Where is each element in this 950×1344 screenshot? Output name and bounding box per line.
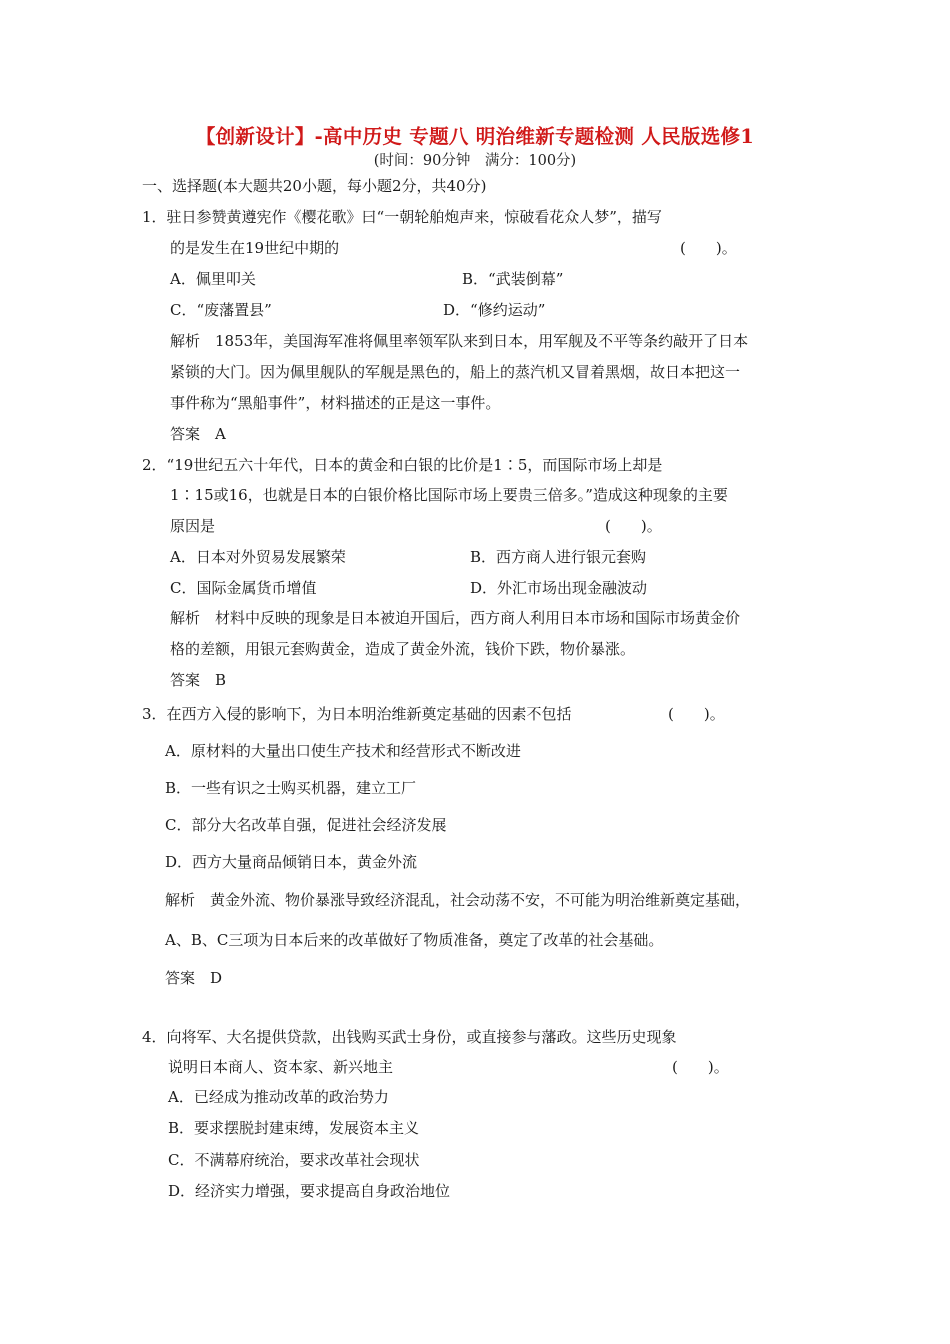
q1-explanation-line1: 解析 1853年，美国海军准将佩里率领军队来到日本，用军舰及不平等条约敲开了日本: [170, 332, 749, 350]
document-subtitle: (时间：90分钟 满分：100分): [373, 153, 577, 169]
q2-stem-line1: 2．“19世纪五六十年代，日本的黄金和白银的比价是1∶5，而国际市场上却是: [142, 456, 663, 474]
q1-option-b: B．“武装倒幕”: [462, 270, 564, 288]
q4-option-a: A．已经成为推动改革的政治势力: [168, 1088, 389, 1106]
q1-explanation-line3: 事件称为“黑船事件”，材料描述的正是这一事件。: [170, 394, 501, 412]
section-heading: 一、选择题(本大题共20小题，每小题2分，共40分): [142, 177, 487, 195]
q3-option-a: A．原材料的大量出口使生产技术和经营形式不断改进: [165, 742, 521, 760]
q4-option-b: B．要求摆脱封建束缚，发展资本主义: [168, 1119, 420, 1137]
q4-stem-line1: 4．向将军、大名提供贷款，出钱购买武士身份，或直接参与藩政。这些历史现象: [142, 1028, 677, 1046]
q3-answer: 答案 D: [165, 969, 223, 987]
q4-option-c: C．不满幕府统治，要求改革社会现状: [168, 1151, 420, 1169]
q1-option-a: A．佩里叩关: [170, 270, 256, 288]
q1-stem-line1: 1．驻日参赞黄遵宪作《樱花歌》曰“一朝轮舶炮声来，惊破看花众人梦”，描写: [142, 208, 662, 226]
q3-explanation-line1: 解析 黄金外流、物价暴涨导致经济混乱，社会动荡不安，不可能为明治维新奠定基础，: [165, 891, 751, 909]
q1-answer-blank: ( )。: [680, 239, 737, 257]
q3-explanation-line2: A、B、C三项为日本后来的改革做好了物质准备，奠定了改革的社会基础。: [165, 931, 664, 949]
q1-option-c: C．“废藩置县”: [170, 301, 272, 319]
q2-answer: 答案 B: [170, 671, 227, 689]
q2-option-a: A．日本对外贸易发展繁荣: [170, 548, 346, 566]
q3-stem-line1: 3．在西方入侵的影响下，为日本明治维新奠定基础的因素不包括: [142, 705, 572, 723]
q2-option-c: C．国际金属货币增值: [170, 579, 317, 597]
q1-answer: 答案 A: [170, 425, 226, 443]
q2-answer-blank: ( )。: [605, 517, 662, 535]
q3-answer-blank: ( )。: [668, 705, 725, 723]
q1-stem-line2: 的是发生在19世纪中期的: [170, 239, 340, 257]
q3-option-c: C．部分大名改革自强，促进社会经济发展: [165, 816, 447, 834]
q3-option-d: D．西方大量商品倾销日本，黄金外流: [165, 853, 418, 871]
q2-stem-line3: 原因是: [170, 517, 216, 535]
q2-explanation-line2: 格的差额，用银元套购黄金，造成了黄金外流，钱价下跌，物价暴涨。: [170, 640, 636, 658]
q1-explanation-line2: 紧锁的大门。因为佩里舰队的军舰是黑色的，船上的蒸汽机又冒着黑烟，故日本把这一: [170, 363, 741, 381]
q4-answer-blank: ( )。: [672, 1058, 729, 1076]
q1-option-d: D．“修约运动”: [443, 301, 546, 319]
q4-stem-line2: 说明日本商人、资本家、新兴地主: [168, 1058, 394, 1076]
q2-stem-line2: 1∶15或16，也就是日本的白银价格比国际市场上要贵三倍多。”造成这种现象的主要: [170, 486, 728, 504]
q2-explanation-line1: 解析 材料中反映的现象是日本被迫开国后，西方商人利用日本市场和国际市场黄金价: [170, 609, 741, 627]
q2-option-b: B．西方商人进行银元套购: [470, 548, 647, 566]
q3-option-b: B．一些有识之士购买机器，建立工厂: [165, 779, 417, 797]
q2-option-d: D．外汇市场出现金融波动: [470, 579, 648, 597]
q4-option-d: D．经济实力增强，要求提高自身政治地位: [168, 1182, 451, 1200]
document-title: 【创新设计】-高中历史 专题八 明治维新专题检测 人民版选修1: [195, 125, 755, 148]
